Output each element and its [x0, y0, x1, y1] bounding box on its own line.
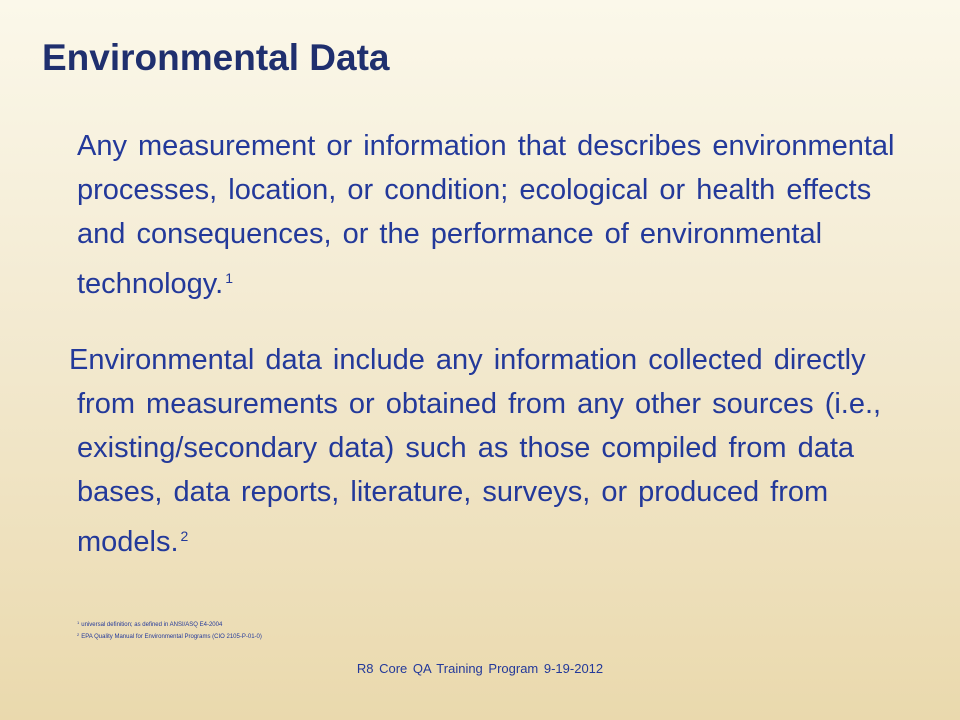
- footnote-1-text: universal definition; as defined in ANSI/ASQ E4-2004: [81, 622, 223, 628]
- slide-footer: R8 Core QA Training Program 9-19-2012: [356, 661, 604, 676]
- slide-title: Environmental Data: [42, 37, 390, 78]
- definition-paragraph: [77, 124, 907, 306]
- footnote-2: [77, 630, 262, 642]
- footnote-ref-1: 1: [225, 270, 233, 286]
- footnotes: [77, 618, 262, 642]
- scope-text: Environmental data include any information collected directly from measurements or obtained from any other sources (i.e., existing/secondary data) such as those compiled from data bases, data reports, literature, surveys, or produced from models.: [69, 344, 882, 558]
- definition-text: Any measurement or information that describes environmental processes, location, or condition; ecological or health effects and consequences, or the performance of environmental technology.: [77, 130, 895, 300]
- footnote-2-text: EPA Quality Manual for Environmental Programs (CIO 2105-P-01-0): [81, 634, 262, 640]
- footnote-2-mark: 2: [77, 632, 80, 637]
- scope-paragraph: [69, 338, 907, 564]
- footnote-1: [77, 618, 262, 630]
- footnote-ref-2: 2: [180, 528, 189, 544]
- footnote-1-mark: 1: [77, 620, 80, 625]
